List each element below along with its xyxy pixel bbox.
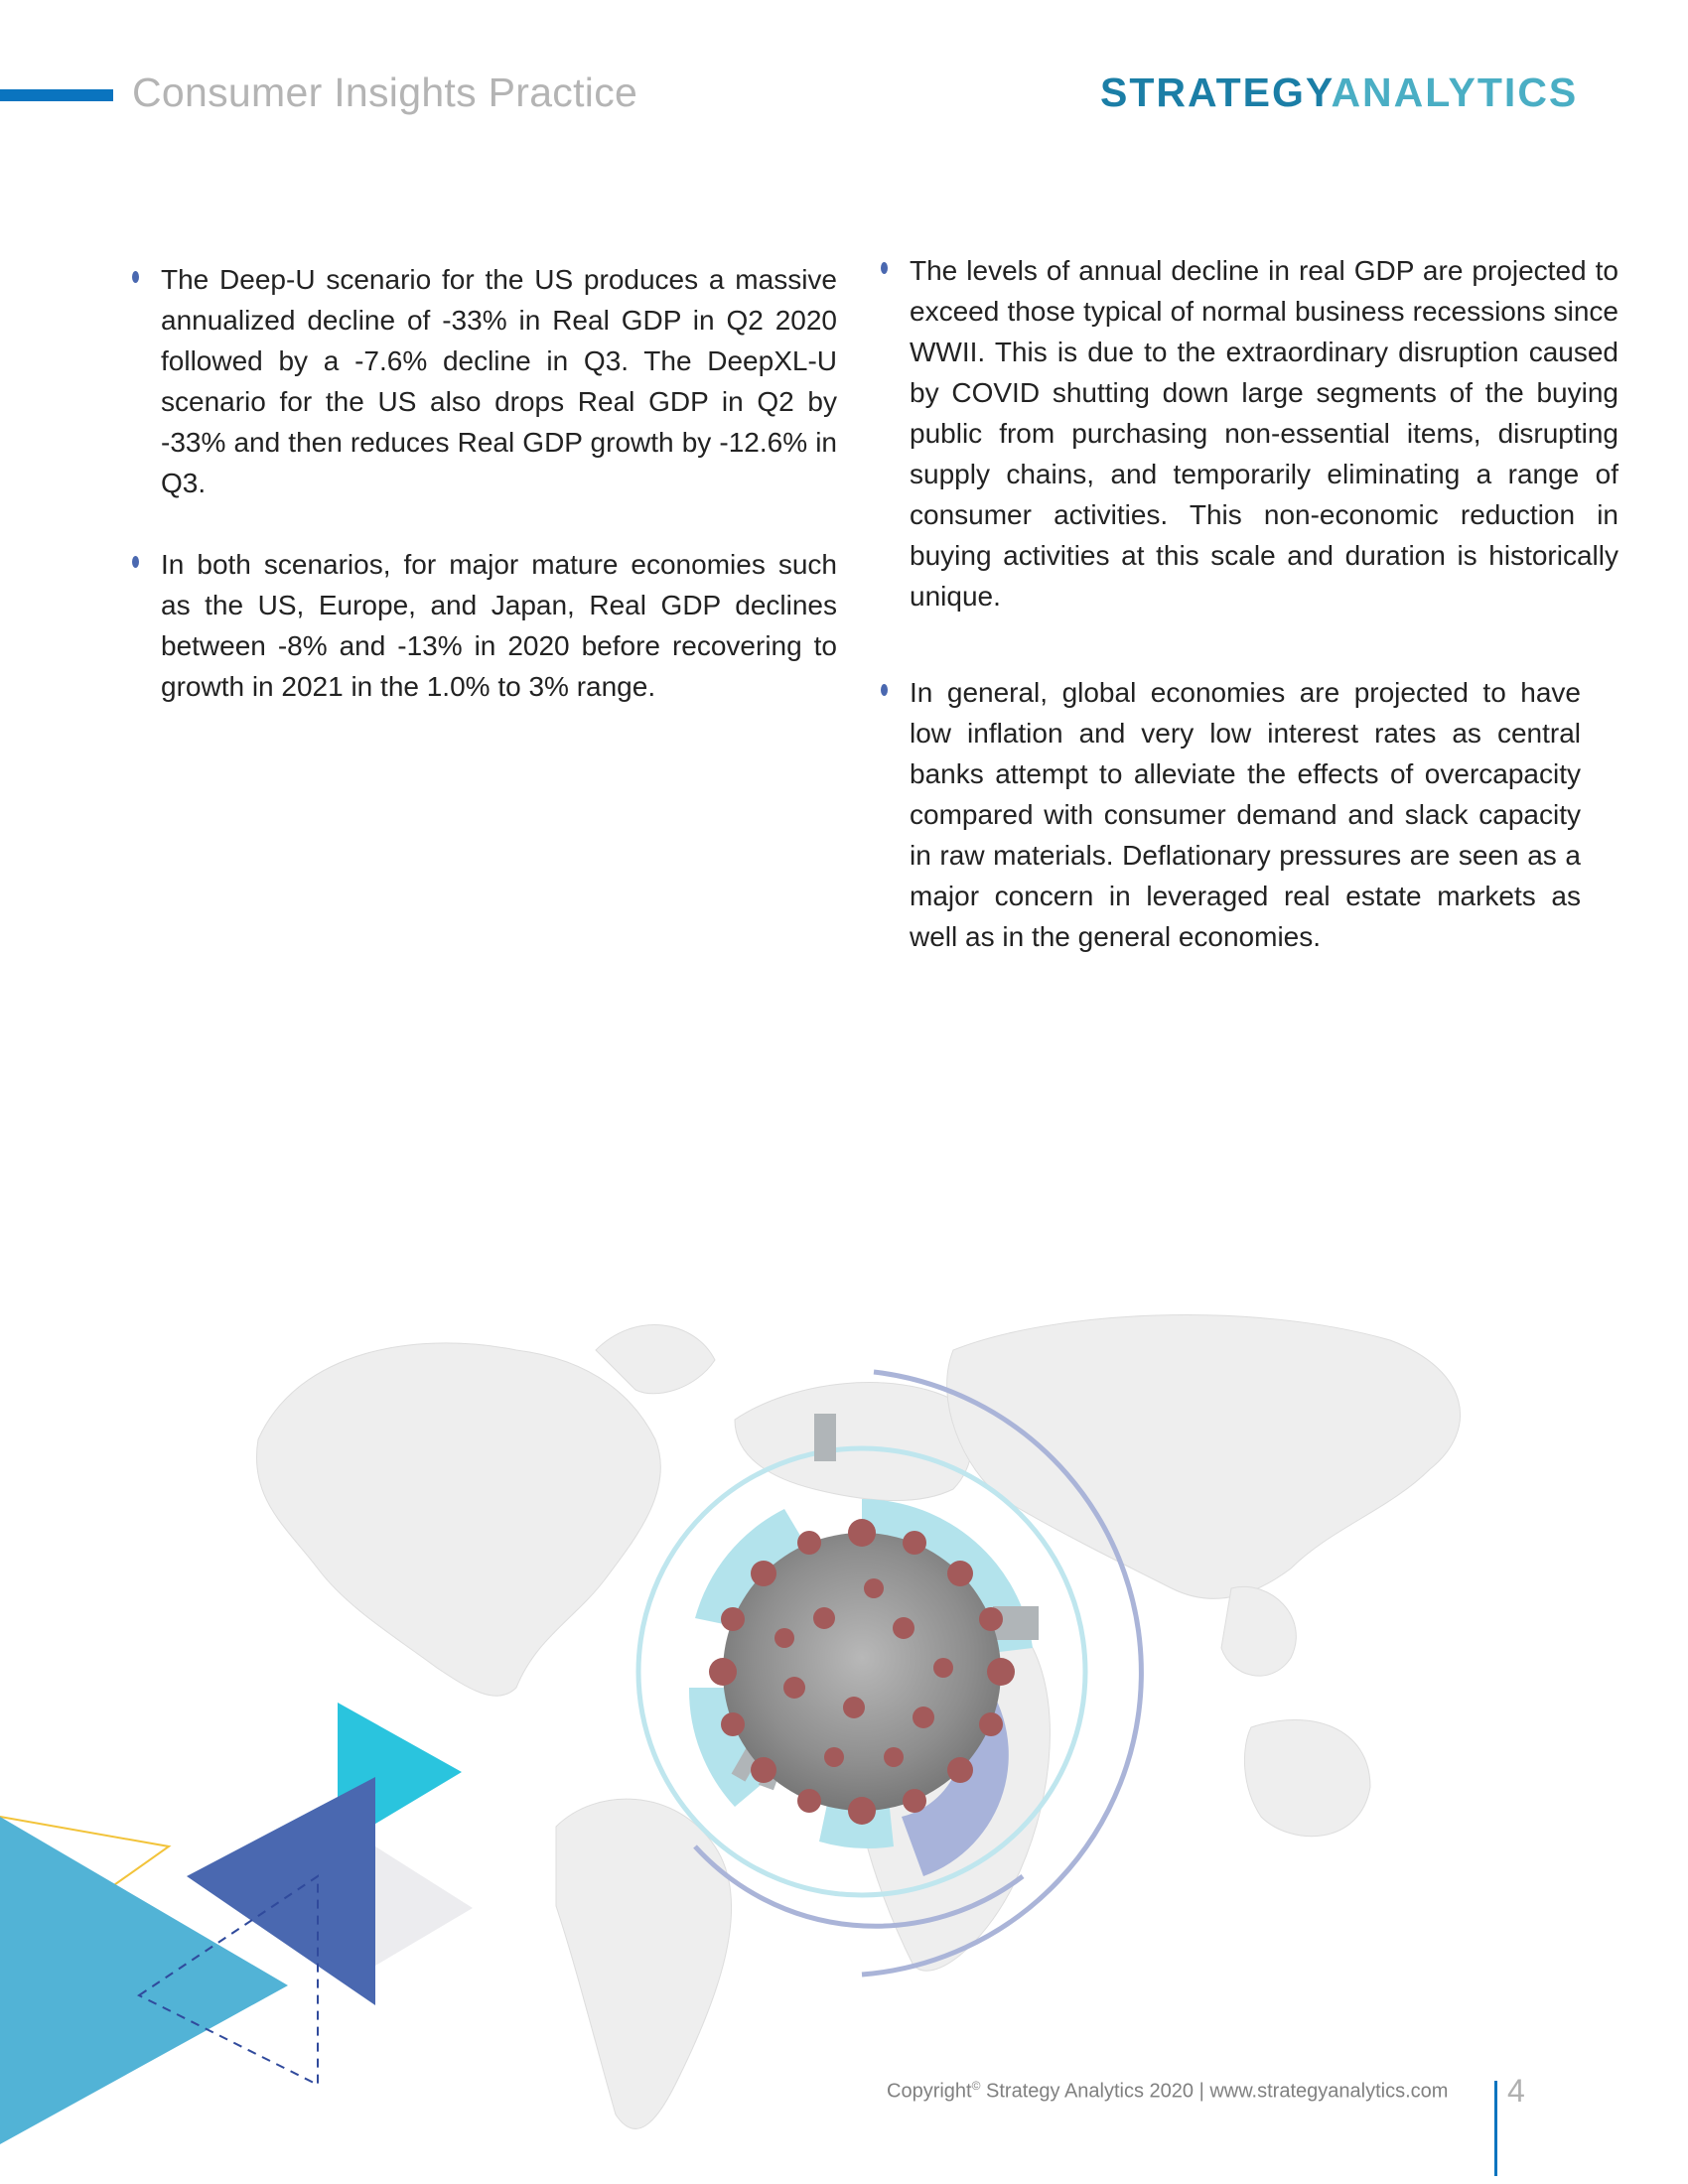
- logo-strategy: STRATEGY: [1100, 69, 1332, 115]
- right-column-bottom: [881, 672, 1581, 957]
- decorative-world-map-virus-graphic: [0, 1291, 1688, 2184]
- bullet-icon: [881, 684, 888, 696]
- paragraph-text: The levels of annual decline in real GDP are projected to exceed those typical of normal business recessions since WWII. This is due to the extraordinary disruption caused by COVID shutting down large segments of the buying public from purchasing non-essential items, disrupting supply chains, and temporarily eliminating a range of consumer activities. This non-economic reduction in buying activities at this scale and duration is historically unique.: [910, 255, 1618, 612]
- bullet-paragraph: [132, 259, 837, 503]
- bullet-icon: [881, 262, 888, 274]
- virus-icon: [709, 1519, 1015, 1825]
- paragraph-text: The Deep-U scenario for the US produces a massive annualized decline of -33% in Real GDP in Q2 2020 followed by a -7.6% decline in Q3. The DeepXL-U scenario for the US also drops Real GDP in Q2 by -33% and then reduces Real GDP growth by -12.6% in Q3.: [161, 264, 837, 498]
- bullet-paragraph: [132, 544, 837, 707]
- left-column: [132, 259, 837, 707]
- footer-copyright: Copyright© Strategy Analytics 2020 | www.strategyanalytics.com: [887, 2079, 1449, 2103]
- right-column-top: [881, 250, 1618, 616]
- paragraph-text: In general, global economies are projected to have low inflation and very low interest rates as central banks attempt to alleviate the effects of overcapacity compared with consumer demand and slack capacity in raw materials. Deflationary pressures are seen as a major concern in leveraged real estate markets as well as in the general economies.: [910, 677, 1581, 952]
- header-accent-bar: [0, 89, 113, 101]
- logo-analytics: ANALYTICS: [1331, 69, 1579, 115]
- strategy-analytics-logo: [1100, 69, 1578, 116]
- page-header-title: Consumer Insights Practice: [132, 69, 638, 115]
- page-number: 4: [1507, 2073, 1525, 2109]
- paragraph-text: In both scenarios, for major mature economies such as the US, Europe, and Japan, Real GDP declines between -8% and -13% in 2020 before recovering to growth in 2021 in the 1.0% to 3% range.: [161, 549, 837, 702]
- bullet-paragraph: [881, 672, 1581, 957]
- footer-divider: [1494, 2081, 1497, 2176]
- bullet-icon: [132, 556, 139, 568]
- bullet-paragraph: [881, 250, 1618, 616]
- decorative-triangles: [0, 1703, 487, 2144]
- bullet-icon: [132, 271, 139, 283]
